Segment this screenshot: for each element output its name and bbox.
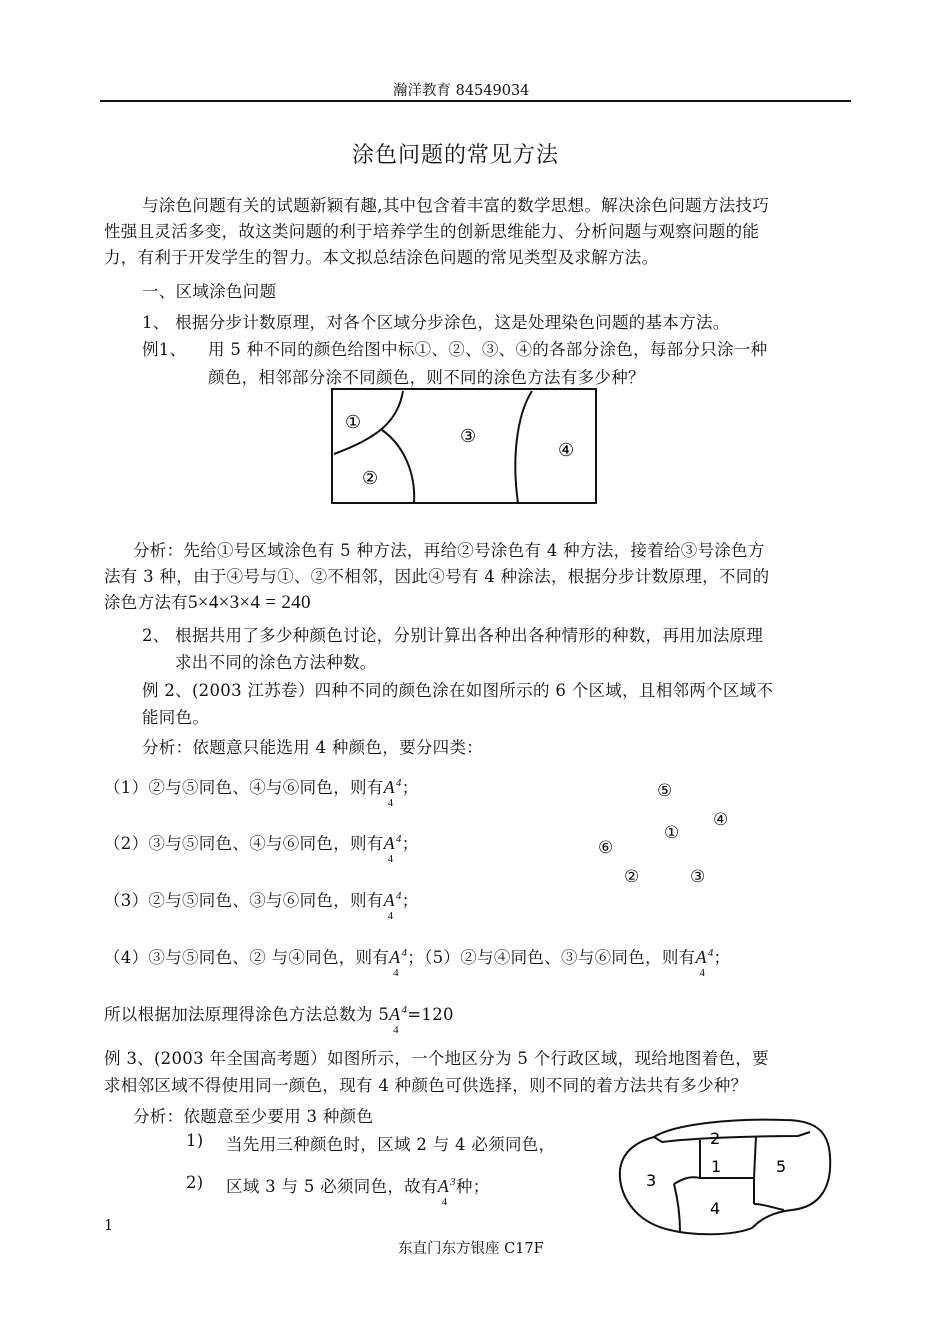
example-2-conclusion — [104, 1001, 454, 1036]
perm-A44: $A^4$ 4 — [383, 777, 402, 809]
formula-240: 5×4×3×4 = 240 — [188, 592, 311, 613]
case-2 — [104, 830, 419, 865]
example-2-analysis: 分析：依题意只能选用 4 种颜色，要分四类： — [142, 738, 484, 757]
case-4-text: （4）③与⑤同色、② 与④同色，则有 — [104, 948, 390, 967]
region-label-1: ① — [345, 412, 362, 433]
region-label-3: ③ — [460, 426, 477, 447]
section-heading: 一、区域涂色问题 — [142, 282, 277, 301]
perm-A44: $A^4$ 4 — [383, 833, 402, 865]
map-label-1: 1 — [711, 1157, 722, 1176]
map-label-5: 5 — [776, 1157, 787, 1176]
intro-line-1: 与涂色问题有关的试题新颖有趣,其中包含着丰富的数学思想。解决涂色问题方法技巧 — [142, 196, 770, 215]
region-2-boundary — [382, 430, 414, 503]
region-2-border — [654, 1132, 810, 1142]
map-label-4: 4 — [710, 1199, 721, 1218]
intro-line-3: 力，有利于开发学生的智力。本文拟总结涂色问题的常见类型及求解方法。 — [104, 248, 659, 267]
region-4-boundary — [515, 391, 532, 503]
item-1-number: 1) — [186, 1131, 204, 1150]
perm-A44: $A^4$ 4 — [389, 947, 408, 979]
region-1-right-border — [754, 1136, 756, 1204]
method-2-line-1: 2、 根据共用了多少种颜色讨论，分别计算出各种出各种情形的种数，再用加法原理 — [142, 626, 764, 645]
separator: ； — [407, 948, 425, 967]
case-4-5 — [104, 944, 731, 979]
example-1-figure — [330, 386, 600, 506]
ex2-label-3: ③ — [690, 867, 706, 887]
item-2-text: 区域 3 与 5 必须同色，故有 — [226, 1177, 438, 1196]
example-3-line-2: 求相邻区域不得使用同一颜色，现有 4 种颜色可供选择，则不同的着方法共有多少种？ — [104, 1076, 748, 1095]
document-title: 涂色问题的常见方法 — [352, 143, 560, 168]
map-label-2: 2 — [710, 1129, 721, 1148]
ex2-label-6: ⑥ — [598, 838, 614, 858]
example-3-analysis: 分析：依题意至少要用 3 种颜色 — [133, 1107, 374, 1126]
separator: ； — [401, 891, 419, 910]
ex2-label-2: ② — [624, 867, 640, 887]
ex2-label-1: ① — [664, 823, 680, 843]
case-1-text: （1）②与⑤同色、④与⑥同色，则有 — [104, 778, 384, 797]
case-2-text: （2）③与⑤同色、④与⑥同色，则有 — [104, 834, 384, 853]
ex2-label-5: ⑤ — [657, 781, 673, 801]
perm-A44: $A^4$ 4 — [389, 1004, 408, 1036]
example-1-line-2: 颜色，相邻部分涂不同颜色，则不同的涂色方法有多少种？ — [208, 368, 645, 387]
page-header: 瀚洋教育 84549034 — [393, 83, 530, 99]
method-1: 1、 根据分步计数原理，对各个区域分步涂色，这是处理染色问题的基本方法。 — [142, 313, 730, 332]
analysis-1-line-3 — [104, 589, 311, 614]
item-2-suffix: 种； — [455, 1177, 490, 1196]
analysis-1-prefix: 涂色方法有 — [104, 593, 188, 612]
separator: ； — [713, 948, 731, 967]
analysis-1-line-2: 法有 3 种，由于④号与①、②不相邻，因此④号有 4 种涂法，根据分步计数原理，不同的 — [104, 567, 770, 586]
region-3-right-border — [674, 1184, 680, 1232]
case-5-text: （5）②与④同色、③与⑥同色，则有 — [424, 948, 696, 967]
conclusion-suffix: =120 — [407, 1005, 454, 1024]
example-2-line-2: 能同色。 — [142, 708, 210, 727]
page-number: 1 — [104, 1218, 114, 1234]
item-2-number: 2) — [186, 1173, 204, 1192]
region-label-4: ④ — [558, 440, 575, 461]
example-1-line-1: 用 5 种不同的颜色给图中标①、②、③、④的各部分涂色，每部分只涂一种 — [208, 340, 768, 359]
case-1 — [104, 774, 419, 809]
example-1-label: 例1、 — [142, 340, 187, 359]
example-3-map — [614, 1112, 840, 1240]
case-3-text: （3）②与⑤同色、③与⑥同色，则有 — [104, 891, 384, 910]
region-5-bottom-border — [754, 1204, 784, 1210]
region-1-bottom-border — [674, 1177, 754, 1184]
perm-A43: $A^3$ 4 — [437, 1176, 456, 1208]
perm-A44: $A^4$ 4 — [383, 890, 402, 922]
perm-A44: $A^4$ 4 — [695, 947, 714, 979]
conclusion-prefix: 所以根据加法原理得涂色方法总数为 5 — [104, 1005, 390, 1024]
header-rule — [100, 100, 851, 102]
intro-line-2: 性强且灵活多变，故这类问题的利于培养学生的创新思维能力、分析问题与观察问题的能 — [104, 222, 760, 241]
analysis-1-line-1: 分析：先给①号区域涂色有 5 种方法，再给②号涂色有 4 种方法，接着给③号涂色方 — [133, 541, 765, 560]
separator: ； — [401, 834, 419, 853]
page-footer: 东直门东方银座 C17F — [398, 1241, 544, 1257]
item-1-text: 当先用三种颜色时，区域 2 与 4 必须同色， — [226, 1135, 556, 1154]
example-2-line-1: 例 2、(2003 江苏卷）四种不同的颜色涂在如图所示的 6 个区域，且相邻两个区域不 — [142, 681, 774, 700]
ex2-label-4: ④ — [713, 810, 729, 830]
method-2-line-2: 求出不同的涂色方法种数。 — [175, 653, 377, 672]
item-2 — [226, 1173, 490, 1208]
map-label-3: 3 — [646, 1171, 657, 1190]
example-3-line-1: 例 3、(2003 年全国高考题）如图所示，一个地区分为 5 个行政区域，现给地图着色，要 — [104, 1049, 769, 1068]
region-label-2: ② — [362, 468, 379, 489]
separator: ； — [401, 778, 419, 797]
case-3 — [104, 887, 419, 922]
